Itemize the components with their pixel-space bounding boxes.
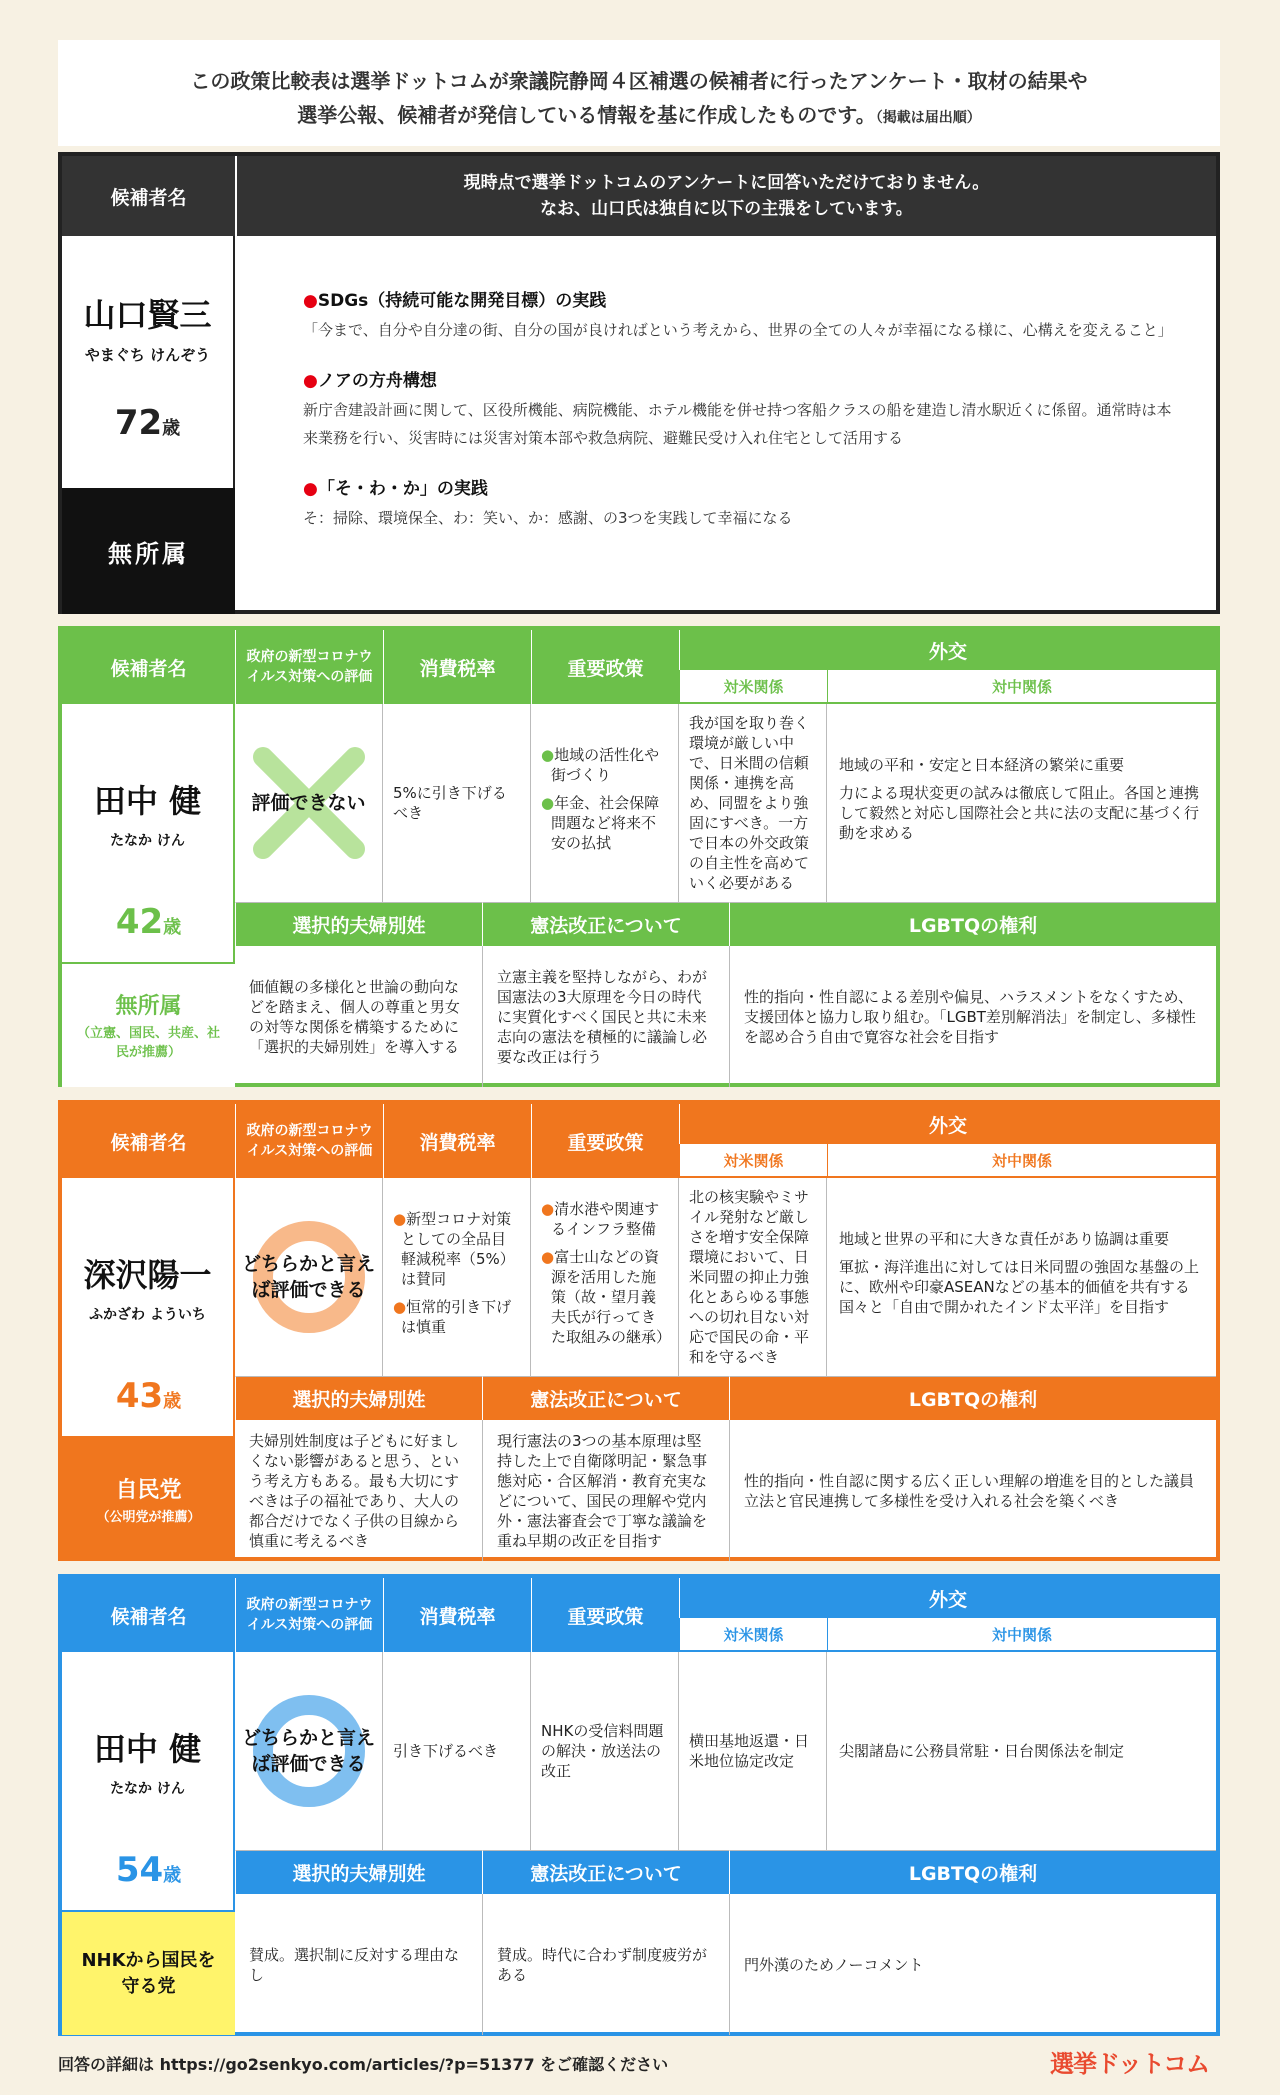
candidate-age: [62, 1850, 235, 1910]
candidate-name: 田中 健: [93, 782, 202, 820]
candidate-name: 田中 健: [93, 1730, 202, 1768]
surname-cell-text: 夫婦別姓制度は子どもに好ましくない影響があると思う、という考え方もある。最も大切にすべきは子の福祉であり、大人の都合だけでなく子供の目線から慎重に考えるべき: [249, 1431, 460, 1550]
candidate-name-header: 候補者名: [62, 1578, 235, 1652]
covid-eval-header: 政府の新型コロナウイルス対策への評価: [235, 630, 383, 704]
tax-text: 引き下げるべき: [393, 1742, 499, 1760]
policy-item-text: 富士山などの資源を活用した施策（故・望月義夫氏が行ってきた取組みの継承）: [551, 1248, 672, 1346]
claim-title: ●ノアの方舟構想: [303, 371, 437, 391]
china-relations-header: 対中関係: [827, 1618, 1216, 1652]
candidate-kana: ふかざわ よういち: [89, 1307, 206, 1323]
constitution-cell: [482, 946, 729, 1087]
diplomacy-header: 外交: [679, 630, 1216, 670]
china-relations-cell: [827, 1652, 1216, 1850]
policy-item-text: 清水港や関連するインフラ整備: [551, 1200, 660, 1238]
china-relations-item: 地域と世界の平和に大きな責任があり協調は重要: [839, 1230, 1170, 1248]
party-endorsement: （公明党が推薦）: [96, 1509, 201, 1525]
policy-cell: [531, 704, 679, 902]
diplomacy-header: 外交: [679, 1104, 1216, 1144]
tax-item: [393, 1209, 520, 1289]
constitution-cell-text: 立憲主義を堅持しながら、わが国憲法の3大原理を今日の時代に実質化すべく国民と共に未来志向の憲法を積極的に議論し必要な改正は行う: [497, 967, 708, 1066]
lgbtq-cell: [729, 1420, 1216, 1561]
constitution-cell: [482, 1894, 729, 2035]
intro-box: [58, 40, 1220, 146]
lgbtq-cell-text: 門外漢のためノーコメント: [744, 1955, 924, 1974]
candidate-name-header: 候補者名: [62, 156, 235, 236]
surname-header: 選択的夫婦別姓: [235, 1376, 482, 1420]
covid-eval-text: 評価できない: [251, 792, 366, 814]
us-relations-text: 横田基地返還・日米地位協定改定: [689, 1732, 810, 1770]
policy-header: 重要政策: [531, 1104, 679, 1178]
policy-cell: [531, 1178, 679, 1376]
lgbtq-header: LGBTQの権利: [729, 1376, 1216, 1420]
us-relations-text: 北の核実験やミサイル発射など厳しさを増す安全保障環境において、日米同盟の抑止力強化とあらゆる事態への切れ目ない対応で国民の命・平和を守るべき: [689, 1188, 810, 1366]
footer-note: 回答の詳細は https://go2senkyo.com/articles/?p=51377 をご確認ください: [58, 2055, 669, 2074]
site-logo: 選挙ドットコム: [1050, 2050, 1210, 2078]
bullet-icon: ●: [541, 1200, 555, 1218]
claim-body: 新庁舎建設計画に関して、区役所機能、病院機能、ホテル機能を併せ持つ客船クラスの船を建造し清水駅近くに係留。通常時は本来業務を行い、災害時には災害対策本部や救急病院、避難民受け入れ住宅として活用する: [303, 401, 1172, 447]
claim-body: 「今まで、自分や自分達の街、自分の国が良ければという考えから、世界の全ての人々が幸福になる様に、心構えを変えること」: [303, 321, 1173, 339]
covid-eval-text: どちらかと言えば評価できる: [241, 1727, 375, 1775]
lgbtq-cell-text: 性的指向・性自認に関する広く正しい理解の増進を目的とした議員立法と官民連携して多様性を受け入れる社会を築くべき: [744, 1471, 1195, 1510]
surname-cell-text: 価値観の多様化と世論の動向などを踏まえ、個人の尊重と男女の対等な関係を構築するために「選択的夫婦別姓」を導入する: [249, 977, 460, 1056]
covid-eval-cell: [235, 704, 383, 902]
constitution-header: 憲法改正について: [482, 902, 729, 946]
intro-note: （掲載は届出順）: [875, 110, 981, 126]
covid-eval-cell: [235, 1178, 383, 1376]
tax-header: 消費税率: [383, 1578, 531, 1652]
covid-eval-header: 政府の新型コロナウイルス対策への評価: [235, 1104, 383, 1178]
party-name: 自民党: [115, 1477, 182, 1503]
us-relations-cell: [679, 1652, 827, 1850]
bullet-icon: ●: [541, 1248, 555, 1266]
covid-eval-text: どちらかと言えば評価できる: [241, 1253, 375, 1301]
party-box: [62, 962, 235, 1087]
policy-header: 重要政策: [531, 630, 679, 704]
candidate-profile: [62, 236, 235, 488]
age-value: 42: [115, 902, 164, 942]
tax-header: 消費税率: [383, 1104, 531, 1178]
party-box: [62, 1436, 235, 1561]
us-relations-header: 対米関係: [679, 670, 827, 704]
claim-title: ●SDGs（持続可能な開発目標）の実践: [303, 291, 607, 311]
no-response-line1: 現時点で選挙ドットコムのアンケートに回答いただけておりません。: [463, 173, 990, 193]
candidate-block-tanaka-ken-nhk: [58, 1574, 1220, 2036]
policy-item: [541, 793, 668, 853]
policy-text: NHKの受信料問題の解決・放送法の改正: [541, 1722, 664, 1780]
covid-eval-header: 政府の新型コロナウイルス対策への評価: [235, 1578, 383, 1652]
china-relations-cell: [827, 1178, 1216, 1376]
candidate-kana: やまぐち けんぞう: [84, 346, 211, 364]
constitution-cell-text: 現行憲法の3つの基本原理は堅持した上で自衛隊明記・緊急事態対応・合区解消・教育充実などについて、国民の理解や党内外・憲法審査会で丁寧な議論を重ね早期の改正を目指す: [497, 1431, 708, 1550]
candidate-name: 深沢陽一: [83, 1256, 212, 1294]
age-unit: 歳: [163, 1865, 182, 1886]
constitution-cell-text: 賛成。時代に合わず制度疲労がある: [497, 1945, 708, 1984]
candidate-block-tanaka-ken: [58, 626, 1220, 1087]
tax-item: [393, 1297, 520, 1337]
bullet-icon: ●: [541, 794, 555, 812]
us-relations-text: 我が国を取り巻く環境が厳しい中で、日米間の信頼関係・連携を高め、同盟をより強固にすべき。一方で日本の外交政策の自主性を高めていく必要がある: [689, 714, 810, 892]
party-name: NHKから国民を守る党: [81, 1949, 216, 1997]
party-label: 無所属: [62, 488, 235, 614]
claim-body: そ：掃除、環境保全、わ：笑い、か：感謝、の3つを実践して幸福になる: [303, 509, 793, 527]
bullet-icon: ●: [393, 1298, 407, 1316]
policy-cell: [531, 1652, 679, 1850]
claims-list: [235, 236, 1216, 614]
surname-header: 選択的夫婦別姓: [235, 902, 482, 946]
age-unit: 歳: [163, 917, 182, 938]
lgbtq-header: LGBTQの権利: [729, 902, 1216, 946]
tax-cell: [383, 1652, 531, 1850]
intro-line2: 選挙公報、候補者が発信している情報を基に作成したものです。: [297, 103, 876, 127]
surname-cell: [235, 1894, 482, 2035]
policy-item: [541, 1199, 668, 1239]
lgbtq-cell-text: 性的指向・性自認による差別や偏見、ハラスメントをなくすため、支援団体と協力し取り組む。「LGBT差別解消法」を制定し、多様性を認め合う自由で寛容な社会を目指す: [744, 987, 1196, 1046]
tax-cell: [383, 1178, 531, 1376]
covid-eval-cell: [235, 1652, 383, 1850]
constitution-cell: [482, 1420, 729, 1561]
no-response-line2: なお、山口氏は独自に以下の主張をしています。: [540, 199, 913, 219]
us-relations-header: 対米関係: [679, 1144, 827, 1178]
claim-title: ●「そ・わ・か」の実践: [303, 479, 488, 499]
candidate-block-fukazawa: [58, 1100, 1220, 1561]
party-box: [62, 1910, 235, 2035]
party-name: 無所属: [115, 994, 182, 1019]
no-response-message: [235, 156, 1216, 236]
lgbtq-header: LGBTQの権利: [729, 1850, 1216, 1894]
policy-item: [541, 745, 668, 785]
policy-item: [541, 1247, 672, 1347]
bullet-icon: ●: [393, 1210, 407, 1228]
surname-cell: [235, 946, 482, 1087]
us-relations-cell: [679, 1178, 827, 1376]
us-relations-cell: [679, 704, 827, 902]
candidate-age: 72歳: [114, 403, 181, 443]
age-value: 54: [115, 1850, 164, 1890]
china-relations-item: 地域の平和・安定と日本経済の繁栄に重要: [839, 756, 1125, 774]
china-relations-header: 対中関係: [827, 1144, 1216, 1178]
lgbtq-cell: [729, 946, 1216, 1087]
candidate-age: [62, 1376, 235, 1436]
policy-header: 重要政策: [531, 1578, 679, 1652]
policy-item-text: 年金、社会保障問題など将来不安の払拭: [551, 794, 660, 852]
candidate-kana: たなか けん: [110, 1781, 185, 1797]
tax-cell: [383, 704, 531, 902]
intro-line1: この政策比較表は選挙ドットコムが衆議院静岡４区補選の候補者に行ったアンケート・取材の結果や: [190, 69, 1088, 93]
party-endorsement: （立憲、国民、共産、社民が推薦）: [76, 1026, 220, 1060]
bullet-icon: ●: [541, 746, 555, 764]
surname-cell: [235, 1420, 482, 1561]
candidate-block-yamaguchi: [58, 152, 1220, 614]
diplomacy-header: 外交: [679, 1578, 1216, 1618]
china-relations-header: 対中関係: [827, 670, 1216, 704]
china-relations-text: 尖閣諸島に公務員常駐・日台関係法を制定: [839, 1742, 1125, 1760]
candidate-name-header: 候補者名: [62, 630, 235, 704]
candidate-kana: たなか けん: [110, 833, 185, 849]
lgbtq-cell: [729, 1894, 1216, 2035]
china-relations-item: 軍拡・海洋進出に対しては日米同盟の強固な基盤の上に、欧州や印豪ASEANなどの基本的価値を共有する国々と「自由で開かれたインド太平洋」を目指す: [839, 1258, 1200, 1316]
tax-header: 消費税率: [383, 630, 531, 704]
tax-text: 5%に引き下げるべき: [393, 784, 507, 822]
china-relations-cell: [827, 704, 1216, 902]
age-unit: 歳: [163, 1391, 182, 1412]
candidate-name-header: 候補者名: [62, 1104, 235, 1178]
policy-item-text: 地域の活性化や街づくり: [551, 746, 660, 784]
tax-item-text: 恒常的引き下げは慎重: [401, 1298, 512, 1336]
tax-item-text: 新型コロナ対策としての全品目軽減税率（5%）は賛同: [401, 1210, 515, 1288]
china-relations-item: 力による現状変更の試みは徹底して阻止。各国と連携して毅然と対応し国際社会と共に法の支配に基づく行動を求める: [839, 784, 1200, 842]
candidate-age: [62, 902, 235, 962]
surname-cell-text: 賛成。選択制に反対する理由なし: [249, 1945, 460, 1984]
surname-header: 選択的夫婦別姓: [235, 1850, 482, 1894]
constitution-header: 憲法改正について: [482, 1376, 729, 1420]
candidate-name: 山口賢三: [83, 296, 212, 334]
constitution-header: 憲法改正について: [482, 1850, 729, 1894]
us-relations-header: 対米関係: [679, 1618, 827, 1652]
age-value: 43: [115, 1376, 164, 1416]
